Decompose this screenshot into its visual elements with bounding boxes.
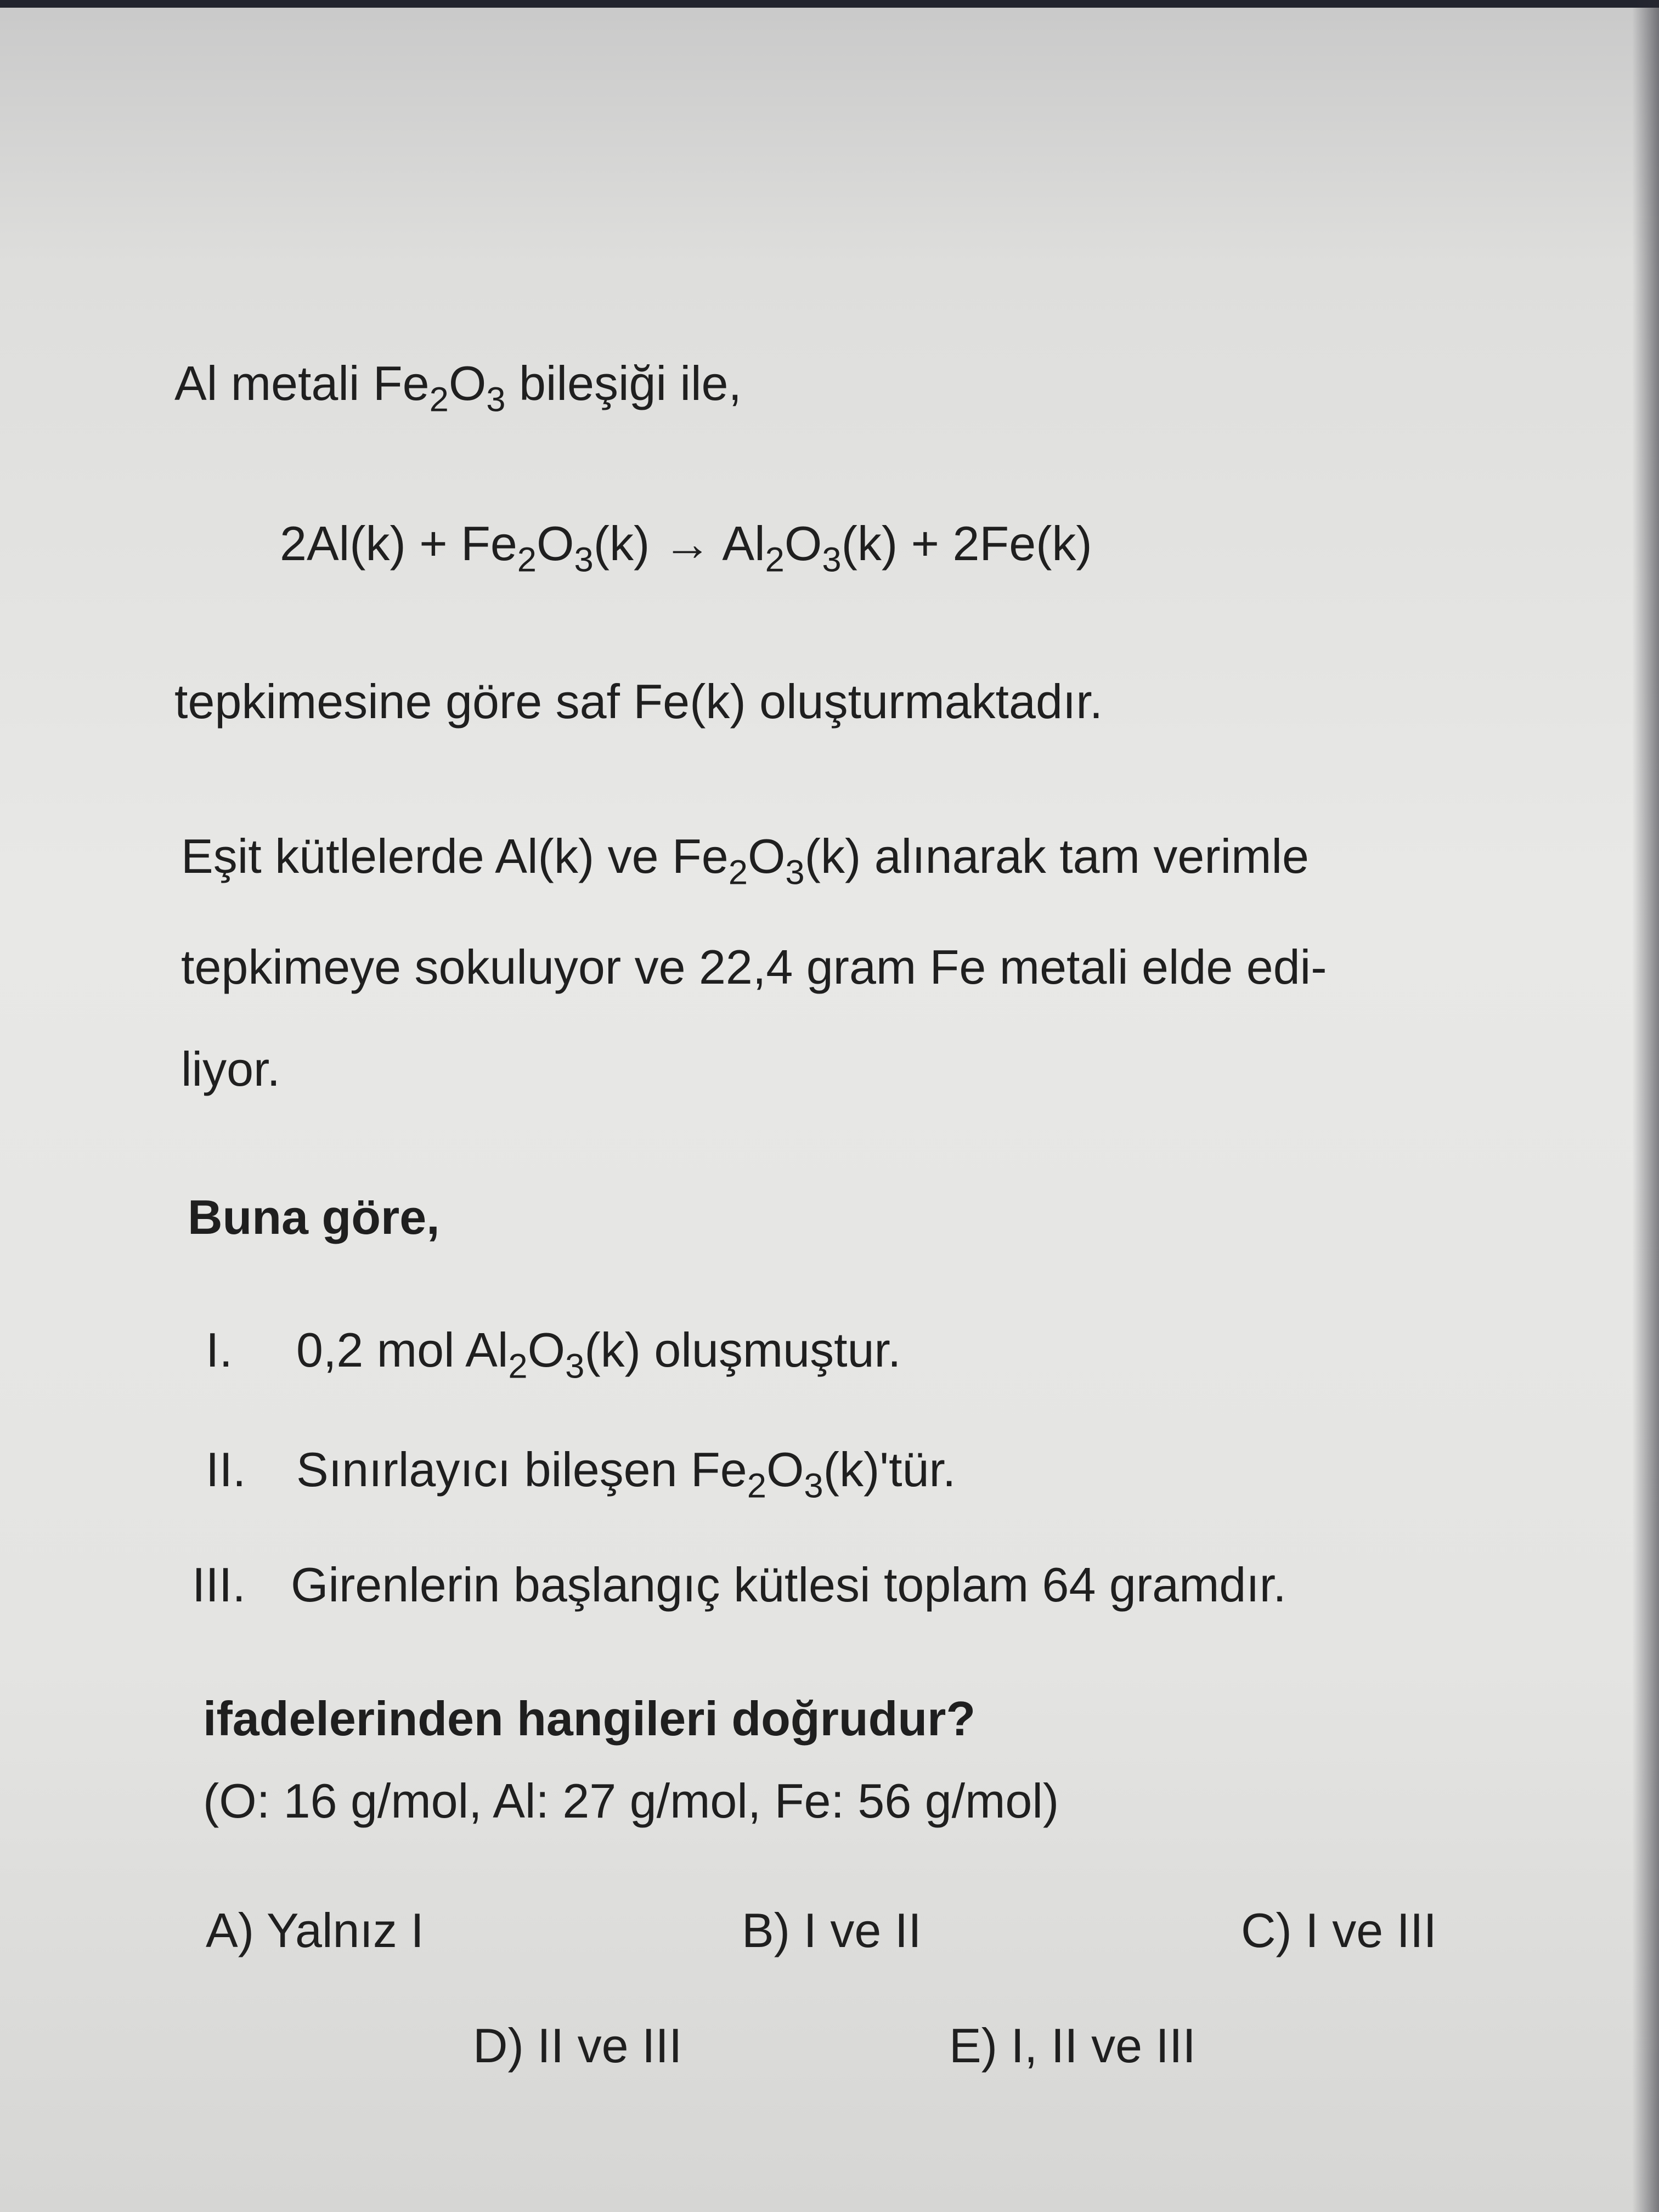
arrow-icon: → xyxy=(663,516,712,571)
option-b[interactable]: B) I ve II xyxy=(742,1903,922,1957)
reaction-description: tepkimesine göre saf Fe(k) oluşturmaktadır. xyxy=(174,674,1103,729)
statement-3: III. Girenlerin başlangıç kütlesi toplam 64 gramdır. xyxy=(192,1558,1286,1612)
statement-number: III. xyxy=(192,1558,246,1612)
condition-line-1: Eşit kütlelerde Al(k) ve $Fe_2O_3(k)$ alınarak tam verimle xyxy=(181,829,1309,892)
reaction-equation: $2Al(k) + Fe_2O_3(k) \to Al_2O_3(k) + 2Fe(k)$ xyxy=(280,516,1092,579)
statement-number: II. xyxy=(206,1442,246,1497)
option-d[interactable]: D) II ve III xyxy=(473,2018,682,2073)
option-c[interactable]: C) I ve III xyxy=(1241,1903,1437,1957)
condition-line-3: liyor. xyxy=(181,1042,280,1096)
statement-number: I. xyxy=(206,1323,233,1377)
condition-line-2: tepkimeye sokuluyor ve 22,4 gram Fe metali elde edi- xyxy=(181,940,1327,994)
question-text: ifadelerinden hangileri doğrudur? xyxy=(203,1691,976,1746)
molar-masses: (O: 16 g/mol, Al: 27 g/mol, Fe: 56 g/mol) xyxy=(203,1774,1059,1828)
statement-2: II. Sınırlayıcı bileşen $Fe_2O_3(k)'tür$. xyxy=(206,1442,956,1505)
option-a[interactable]: A) Yalnız I xyxy=(206,1903,424,1957)
option-e[interactable]: E) I, II ve III xyxy=(949,2018,1196,2073)
question-lead: Buna göre, xyxy=(188,1190,440,1244)
intro-line: Al metali $Fe_2O_3$ bileşiği ile, xyxy=(174,356,742,419)
statement-1: I. 0,2 mol $Al_2O_3(k)$ oluşmuştur. xyxy=(206,1323,901,1386)
